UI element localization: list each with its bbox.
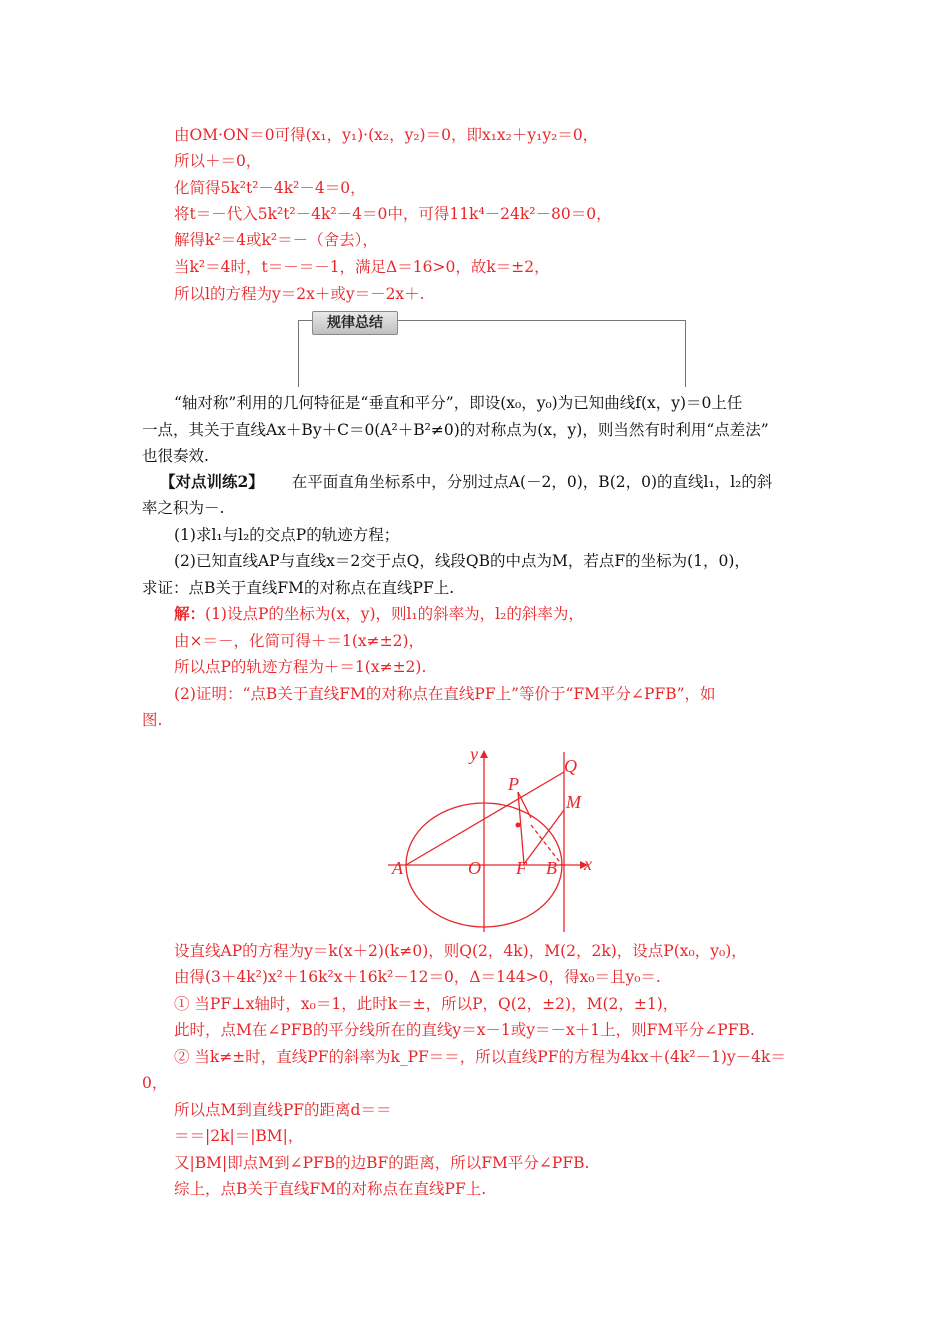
exercise-heading: [160, 471, 772, 493]
exercise-question-line-1: 在平面直角坐标系中，分别过点A(－2，0)，B(2，0)的直线l₁，l₂的斜: [291, 473, 773, 491]
exercise-part-1: (1)求l₁与l₂的交点P的轨迹方程；: [174, 526, 400, 544]
solution-line-6: 当k²＝4时，t＝－＝－1，满足Δ＝16>0，故k＝±2，: [174, 258, 550, 276]
exercise-part-2-line-2: 求证：点B关于直线FM的对称点在直线PF上.: [142, 579, 455, 597]
solution-line-4: 将t＝－代入5k²t²－4k²－4＝0中，可得11k⁴－24k²－80＝0，: [174, 205, 612, 223]
summary-paragraph-line-3: 也很奏效.: [142, 447, 209, 465]
label-A: A: [392, 858, 403, 878]
solution3-line-9: 又|BM|即点M到∠PFB的边BF的距离，所以FM平分∠PFB.: [174, 1154, 590, 1172]
solution2-line-4: (2)证明：“点B关于直线FM的对称点在直线PF上”等价于“FM平分∠PFB”，如: [174, 685, 716, 703]
exercise-part-2-line-1: (2)已知直线AP与直线x＝2交于点Q，线段QB的中点为M，若点F的坐标为(1，0)，: [174, 552, 750, 570]
solution-line-2: 所以＋＝0，: [174, 152, 262, 170]
solution3-line-8: ＝＝|2k|＝|BM|，: [174, 1127, 304, 1145]
label-M: M: [566, 792, 581, 812]
label-y: y: [470, 744, 478, 764]
solution2-line-3: 所以点P的轨迹方程为＋＝1(x≠±2).: [174, 658, 427, 676]
solution2-line-2: 由×＝－，化简可得＋＝1(x≠±2)，: [174, 632, 425, 650]
solution2-line-5: 图.: [142, 711, 163, 729]
solution2-line-1-text: (1)设点P的坐标为(x，y)，则l₁的斜率为，l₂的斜率为，: [205, 605, 584, 623]
solution3-line-10: 综上，点B关于直线FM的对称点在直线PF上.: [174, 1180, 487, 1198]
solution3-line-5: ② 当k≠±时，直线PF的斜率为k_PF＝＝，所以直线PF的方程为4kx＋(4k²－1)y－4k＝: [174, 1048, 786, 1066]
solution3-line-7: 所以点M到直线PF的距离d＝＝: [174, 1101, 392, 1119]
summary-paragraph-line-1: “轴对称”利用的几何特征是“垂直和平分”，即设(x₀，y₀)为已知曲线f(x，y)＝0上任: [174, 394, 743, 412]
label-Q: Q: [564, 756, 577, 776]
line-AQ: [406, 772, 564, 865]
solution-label: 解：: [174, 604, 206, 623]
summary-tab: 规律总结: [312, 311, 398, 335]
solution3-line-4: 此时，点M在∠PFB的平分线所在的直线y＝x－1或y＝－x＋1上，则FM平分∠PFB.: [174, 1021, 755, 1039]
y-axis-arrow-icon: [480, 750, 488, 758]
label-B: B: [546, 858, 557, 878]
label-P: P: [508, 774, 519, 794]
solution3-line-2: 由得(3＋4k²)x²＋16k²x＋16k²－12＝0，Δ＝144>0，得x₀＝且y₀＝.: [174, 968, 661, 986]
exercise-question-line-2: 率之积为－.: [142, 499, 225, 517]
reflection-point: [516, 823, 521, 828]
label-x: x: [584, 854, 592, 874]
ellipse-diagram: [388, 744, 608, 934]
label-O: O: [468, 858, 481, 878]
summary-paragraph-line-2: 一点，其关于直线Ax＋By＋C＝0(A²＋B²≠0)的对称点为(x，y)，则当然有时利用“点差法”: [142, 421, 769, 439]
solution-line-7: 所以l的方程为y＝2x＋或y＝－2x＋.: [174, 285, 425, 303]
solution-line-3: 化简得5k²t²－4k²－4＝0，: [174, 179, 366, 197]
label-F: F: [516, 858, 527, 878]
solution-line-5: 解得k²＝4或k²＝－（舍去），: [174, 231, 378, 249]
solution-line-1: 由OM·ON＝0可得(x₁，y₁)·(x₂，y₂)＝0，即x₁x₂＋y₁y₂＝0，: [174, 126, 599, 144]
lines-P-F-M: [518, 792, 564, 864]
solution3-line-1: 设直线AP的方程为y＝k(x＋2)(k≠0)，则Q(2，4k)，M(2，2k)，设点P(x₀，y₀)，: [174, 942, 747, 960]
exercise-title: 【对点训练2】: [160, 472, 264, 491]
solution2-line-1: [174, 603, 584, 625]
solution3-line-6: 0，: [142, 1074, 168, 1092]
solution3-line-3: ① 当PF⊥x轴时，x₀＝1，此时k＝±，所以P，Q(2，±2)，M(2，±1)，: [174, 995, 679, 1013]
